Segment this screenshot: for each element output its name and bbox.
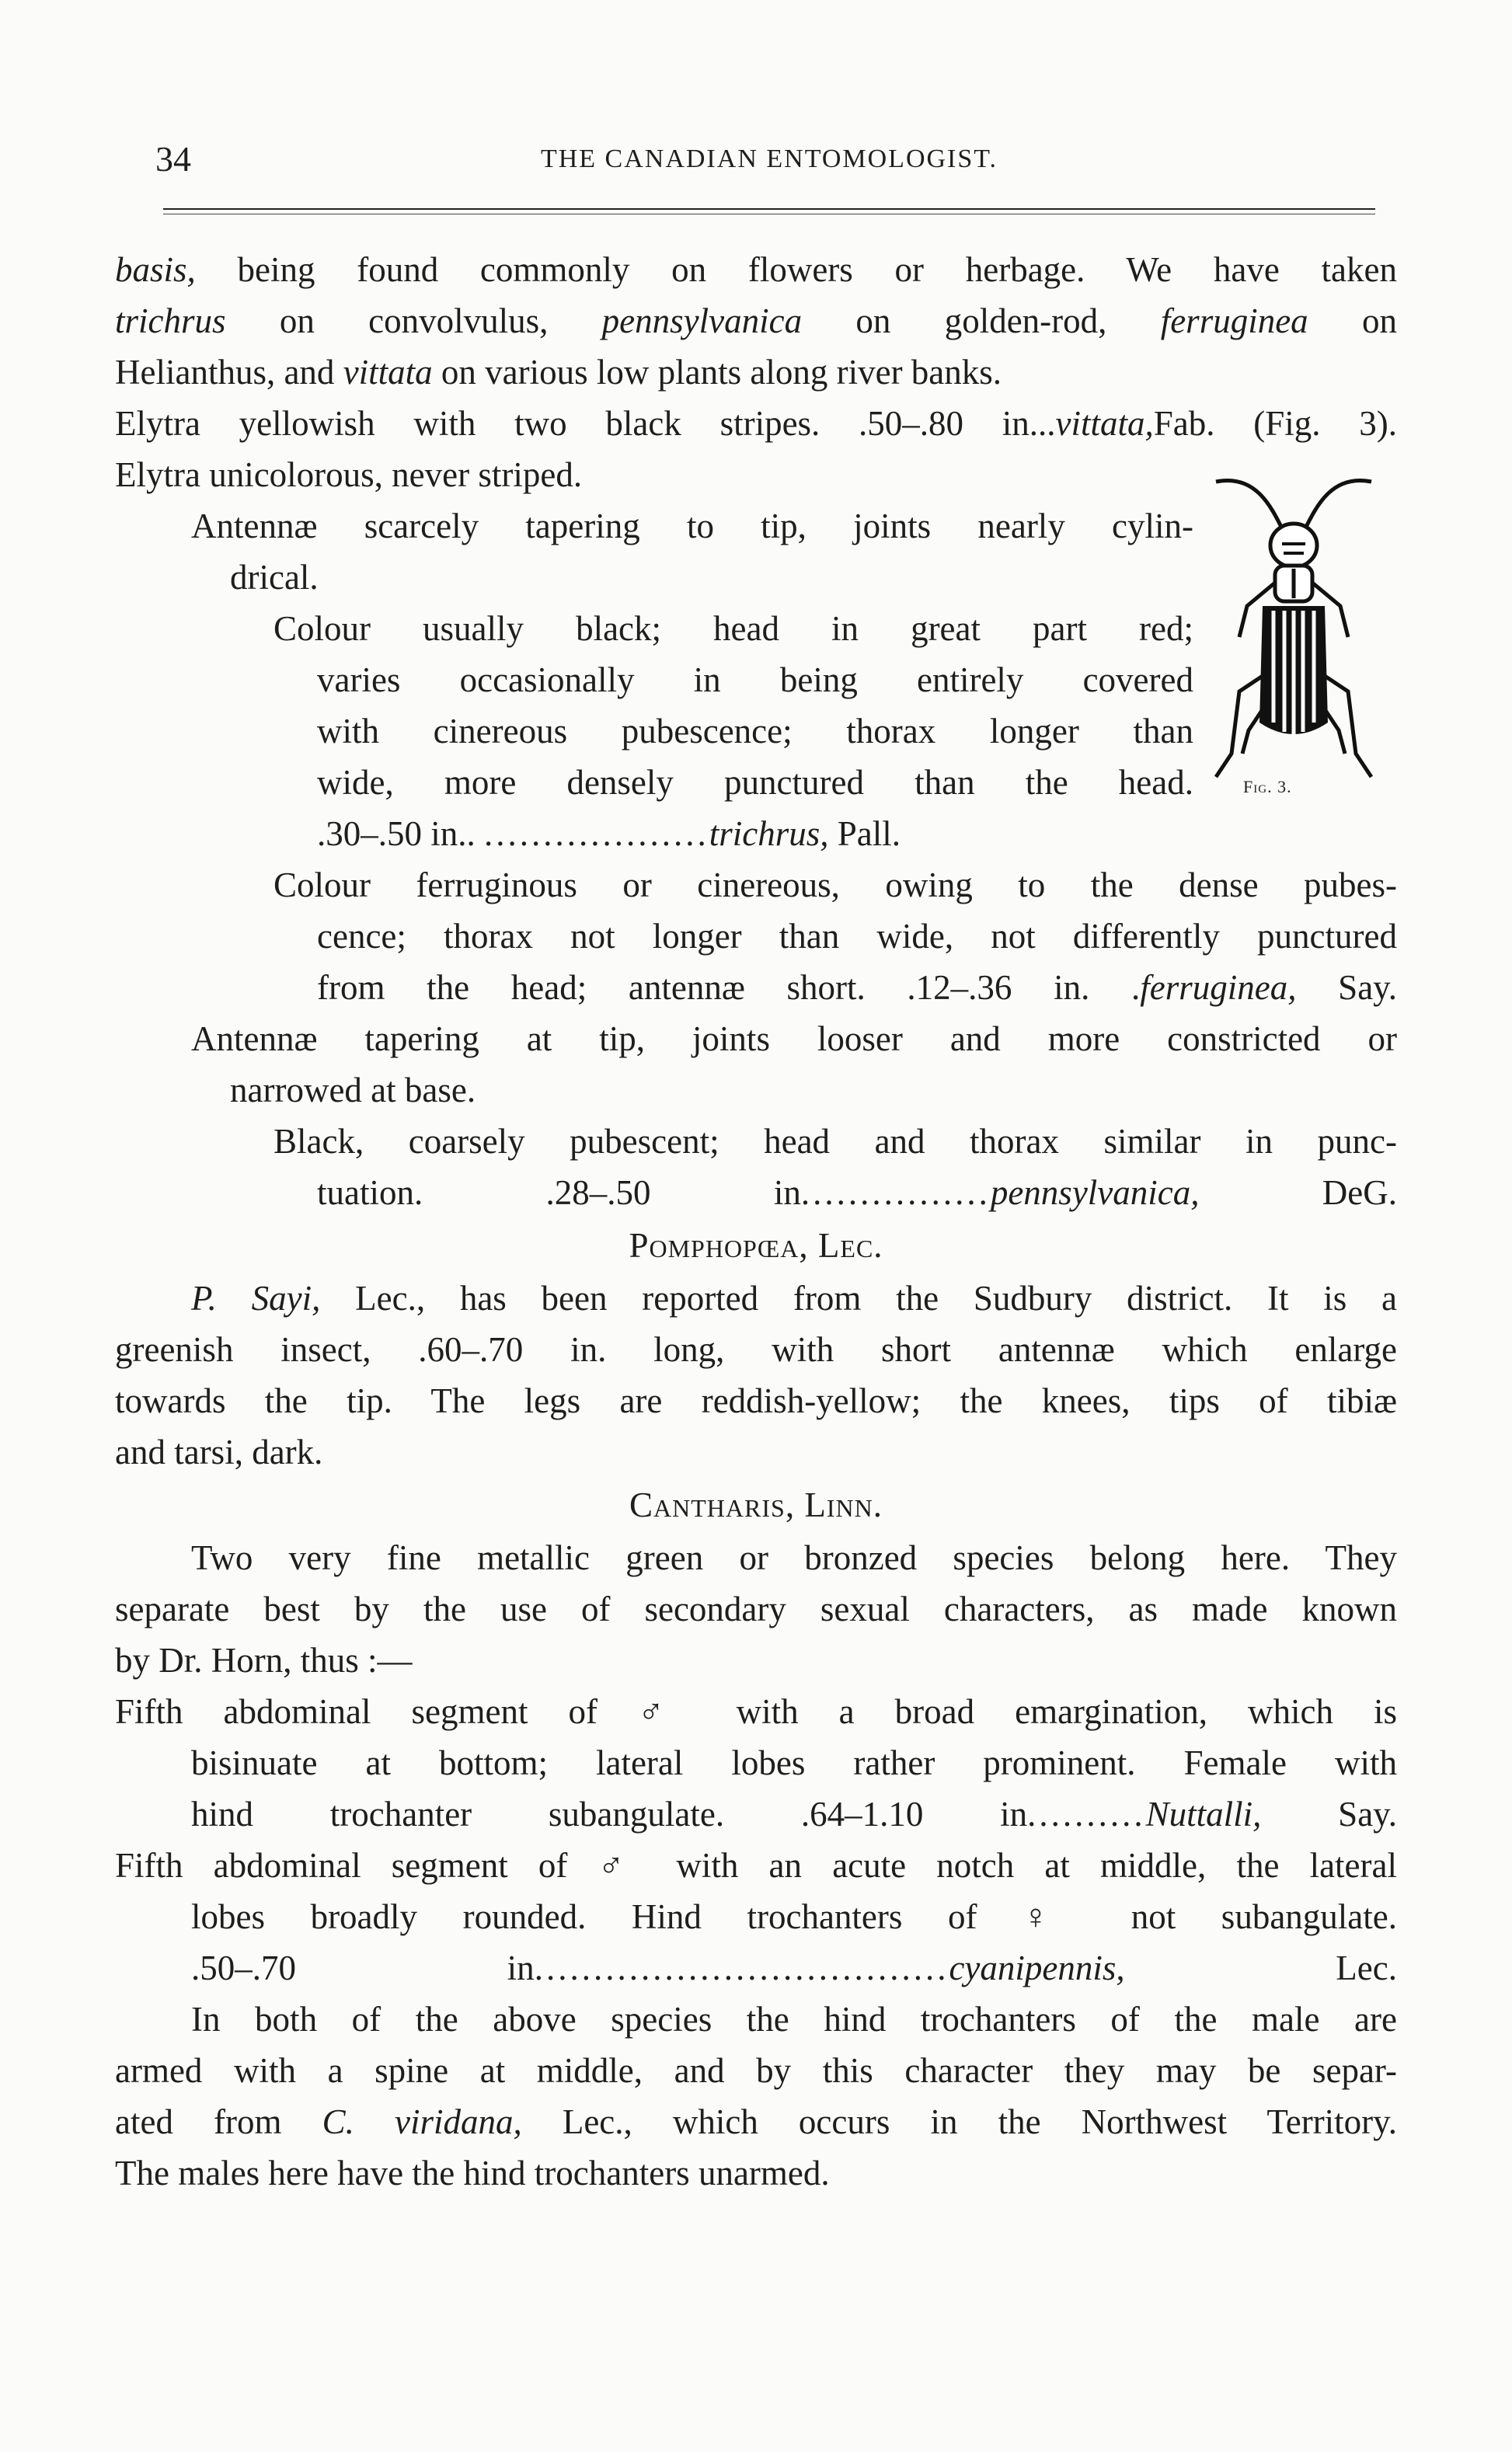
key-line: bisinuate at bottom; lateral lobes rather prominent. Female with (191, 1743, 1397, 1782)
text-line: In both of the above species the hind trochanters of the male are (191, 2000, 1397, 2039)
text-line: greenish insect, .60–.70 in. long, with short antennæ which enlarge (115, 1330, 1397, 1369)
text-line: P. Sayi, Lec., has been reported from the Sudbury district. It is a (191, 1279, 1397, 1318)
key-line: hind trochanter subangulate. .64–1.10 in..........Nuttalli, Say. (191, 1795, 1397, 1834)
key-line: cence; thorax not longer than wide, not differently punctured (317, 917, 1397, 956)
section-heading: Cantharis, Linn. (629, 1485, 883, 1524)
text-line: armed with a spine at middle, and by this character they may be separ- (115, 2051, 1397, 2090)
beetle-figure-image (1208, 458, 1379, 816)
figure-caption: Fig. 3. (1243, 777, 1292, 796)
text-line: basis, being found commonly on flowers or herbage. We have taken (115, 250, 1397, 289)
text-line: trichrus on convolvulus, pennsylvanica on golden-rod, ferruginea on (115, 301, 1397, 340)
key-line: drical. (230, 558, 319, 597)
key-line: Fifth abdominal segment of ♂ with a broad emargination, which is (115, 1692, 1397, 1731)
key-line: with cinereous pubescence; thorax longer than (317, 712, 1193, 751)
key-line: Fifth abdominal segment of ♂ with an acute notch at middle, the lateral (115, 1846, 1397, 1885)
header-rule (163, 208, 1375, 210)
section-heading: Pomphopœa, Lec. (629, 1226, 883, 1265)
key-line: Elytra unicolorous, never striped. (115, 455, 583, 494)
key-line: lobes broadly rounded. Hind trochanters of ♀ not subangulate. (191, 1897, 1397, 1936)
text-line: towards the tip. The legs are reddish-yellow; the knees, tips of tibiæ (115, 1381, 1397, 1420)
page-number: 34 (155, 139, 191, 179)
text-line: by Dr. Horn, thus :— (115, 1641, 413, 1680)
key-line: varies occasionally in being entirely covered (317, 660, 1193, 699)
text-line: The males here have the hind trochanters unarmed. (115, 2154, 830, 2193)
text-line: and tarsi, dark. (115, 1433, 323, 1472)
key-line: from the head; antennæ short. .12–.36 in. .ferruginea, Say. (317, 968, 1397, 1007)
key-line: narrowed at base. (230, 1071, 476, 1109)
text-line: ated from C. viridana, Lec., which occurs in the Northwest Territory. (115, 2102, 1397, 2141)
key-line: tuation. .28–.50 in................pennsylvanica, DeG. (317, 1173, 1398, 1212)
key-line: Colour usually black; head in great part red; (273, 609, 1193, 648)
page-header (148, 138, 1391, 185)
key-line: wide, more densely punctured than the head. (317, 763, 1193, 802)
key-line: .50–.70 in...................................cyanipennis, Lec. (191, 1949, 1397, 1987)
key-line: .30–.50 in.. ...................trichrus, Pall. (317, 814, 901, 853)
text-line: Two very fine metallic green or bronzed species belong here. They (191, 1538, 1397, 1577)
key-line: Elytra yellowish with two black stripes. .50–.80 in...vittata,Fab. (Fig. 3). (115, 404, 1398, 443)
text-line: Helianthus, and vittata on various low plants along river banks. (115, 353, 1002, 392)
running-title: THE CANADIAN ENTOMOLOGIST. (540, 145, 998, 173)
key-line: Antennæ tapering at tip, joints looser and more constricted or (191, 1019, 1397, 1058)
key-line: Colour ferruginous or cinereous, owing to the dense pubes- (273, 866, 1397, 904)
key-line: Antennæ scarcely tapering to tip, joints nearly cylin- (191, 507, 1193, 545)
text-line: separate best by the use of secondary sexual characters, as made known (115, 1590, 1397, 1628)
key-line: Black, coarsely pubescent; head and thorax similar in punc- (273, 1122, 1397, 1161)
